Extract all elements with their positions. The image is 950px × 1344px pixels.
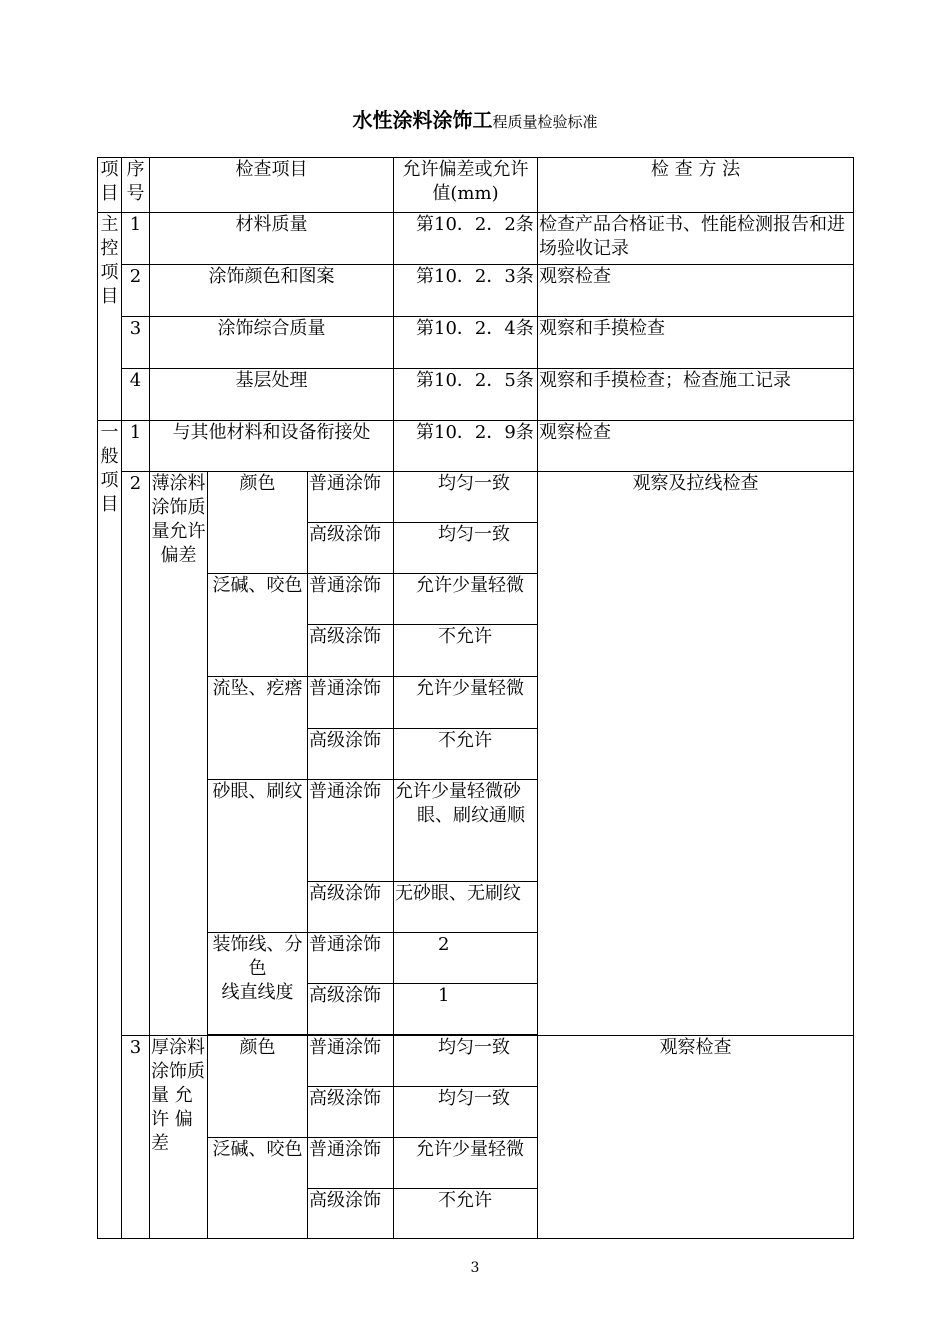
grade-value: 允许少量轻微 [394,574,538,625]
line-name-2: 线直线度 [221,982,294,1003]
thin-alkali-name: 泛碱、咬色 [208,574,308,677]
row-item: 材料质量 [150,213,394,265]
row-value: 第10．2．4条 [394,317,538,369]
thin-no: 2 [122,472,150,1036]
thin-sand-name: 砂眼、刷纹 [208,780,308,933]
thick-no: 3 [122,1036,150,1239]
table-row [98,1036,854,1087]
inspection-table [97,157,854,1239]
sand-value-line1: 允许少量轻微砂 [395,781,521,802]
grade-value: 均匀一致 [394,1087,538,1138]
row-no: 4 [122,369,150,421]
thick-alkali-name: 泛碱、咬色 [208,1138,308,1239]
row-method: 观察和手摸检查 [538,317,854,369]
header-tolerance: 允许偏差或允许值(mm) [394,158,538,213]
grade-value [394,780,538,882]
grade-ordinary: 普通涂饰 [308,933,394,984]
row-method: 检查产品合格证书、性能检测报告和进场验收记录 [538,213,854,265]
title-suffix: 程质量检验标准 [492,113,598,131]
row-no: 2 [122,265,150,317]
grade-value: 均匀一致 [394,1036,538,1087]
grade-advanced: 高级涂饰 [308,729,394,780]
grade-value: 不允许 [394,1189,538,1239]
thin-method: 观察及拉线检查 [538,472,854,1036]
main-group-label: 主控项目 [98,213,122,421]
line-name-1: 装饰线、分色 [212,934,303,979]
grade-value: 不允许 [394,625,538,677]
header-number: 序号 [122,158,150,213]
sand-value-line2: 眼、刷纹通顺 [417,805,525,826]
table-row [98,265,854,317]
title-main: 水性涂料涂饰工 [352,108,493,132]
grade-ordinary: 普通涂饰 [308,1138,394,1189]
thin-color-name: 颜色 [208,472,308,574]
grade-ordinary: 普通涂饰 [308,780,394,882]
row-value: 第10．2．3条 [394,265,538,317]
row-method: 观察检查 [538,421,854,472]
grade-ordinary: 普通涂饰 [308,472,394,523]
row-value: 第10．2．9条 [394,421,538,472]
grade-advanced: 高级涂饰 [308,984,394,1035]
row-method: 观察和手摸检查；检查施工记录 [538,369,854,421]
grade-advanced: 高级涂饰 [308,882,394,933]
grade-ordinary: 普通涂饰 [308,1036,394,1087]
grade-value: 1 [394,984,538,1035]
grade-ordinary: 普通涂饰 [308,574,394,625]
thick-label: 厚涂料涂饰质量 允许 偏差 [150,1036,208,1239]
grade-advanced: 高级涂饰 [308,523,394,574]
header-project: 项目 [98,158,122,213]
grade-advanced: 高级涂饰 [308,1087,394,1138]
grade-value: 2 [394,933,538,984]
table-row [98,472,854,523]
header-item: 检查项目 [150,158,394,213]
row-method: 观察检查 [538,265,854,317]
grade-value: 允许少量轻微 [394,1138,538,1189]
table-row [98,421,854,472]
grade-advanced: 高级涂饰 [308,625,394,677]
thin-line-name [208,933,308,1035]
general-group-label: 一般项目 [98,421,122,1239]
row-no: 1 [122,421,150,472]
table-row [98,317,854,369]
row-value: 第10．2．2条 [394,213,538,265]
grade-value: 均匀一致 [394,523,538,574]
table-row [98,213,854,265]
table-header-row [98,158,854,213]
page-number: 3 [470,1260,480,1276]
thin-label: 薄涂料涂饰质量允许偏差 [150,472,208,1036]
grade-value: 无砂眼、无刷纹 [394,882,538,933]
row-item: 涂饰颜色和图案 [150,265,394,317]
table-row [98,369,854,421]
row-value: 第10．2．5条 [394,369,538,421]
header-method: 检 查 方 法 [538,158,854,213]
grade-value: 允许少量轻微 [394,677,538,729]
grade-value: 不允许 [394,729,538,780]
row-no: 3 [122,317,150,369]
page-title [0,106,950,136]
grade-value: 均匀一致 [394,472,538,523]
row-item: 涂饰综合质量 [150,317,394,369]
row-item: 与其他材料和设备衔接处 [150,421,394,472]
grade-ordinary: 普通涂饰 [308,677,394,729]
thick-color-name: 颜色 [208,1036,308,1138]
grade-advanced: 高级涂饰 [308,1189,394,1239]
thin-sag-name: 流坠、疙瘩 [208,677,308,780]
row-no: 1 [122,213,150,265]
row-item: 基层处理 [150,369,394,421]
thick-method: 观察检查 [538,1036,854,1239]
